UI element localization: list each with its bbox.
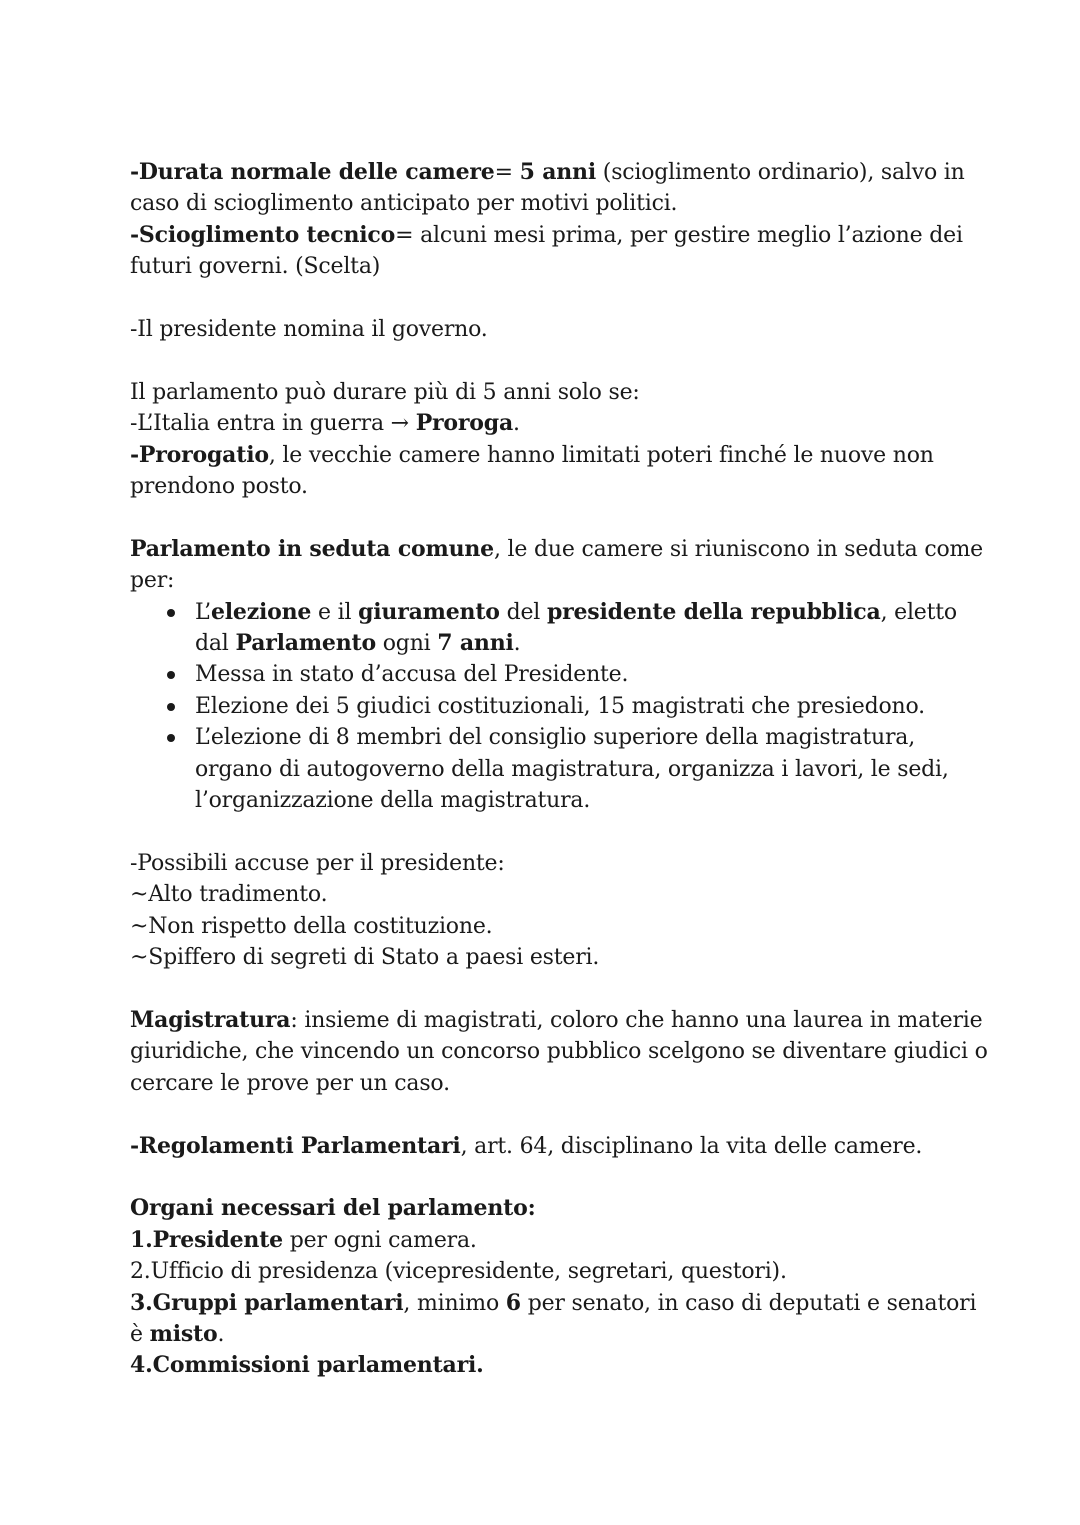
spacer	[130, 283, 990, 314]
organi-item: 1.Presidente per ogni camera.	[130, 1226, 477, 1253]
paragraph-guerra: -L’Italia entra in guerra → Proroga.	[130, 410, 520, 437]
list-item: Messa in stato d’accusa del Presidente.	[195, 659, 990, 690]
spacer	[130, 974, 990, 1005]
paragraph-presidente-governo: -Il presidente nomina il governo.	[130, 317, 488, 343]
paragraph-seduta-comune: Parlamento in seduta comune, le due camere si riuniscono in seduta come per:	[130, 535, 983, 594]
organi-item: 2.Ufficio di presidenza (vicepresidente, segretari, questori).	[130, 1259, 787, 1285]
accuse-item: ~Alto tradimento.	[130, 882, 328, 908]
organi-title: Organi necessari del parlamento:	[130, 1195, 536, 1222]
spacer	[130, 1099, 990, 1130]
paragraph-durata-parlamento: Il parlamento può durare più di 5 anni solo se:	[130, 379, 640, 405]
list-item: Elezione dei 5 giudici costituzionali, 15 magistrati che presiedono.	[195, 691, 990, 722]
accuse-item: ~Spiffero di segreti di Stato a paesi esteri.	[130, 945, 600, 971]
spacer	[130, 502, 990, 533]
spacer	[130, 1162, 990, 1193]
organi-item: 3.Gruppi parlamentari, minimo 6 per senato, in caso di deputati e senatori è misto.	[130, 1289, 977, 1347]
paragraph-durata: -Durata normale delle camere= 5 anni (scioglimento ordinario), salvo in caso di scioglimento anticipato per motivi politici.	[130, 159, 965, 217]
document-page	[130, 157, 990, 1382]
bullet-list	[130, 597, 990, 817]
paragraph-magistratura: Magistratura: insieme di magistrati, coloro che hanno una laurea in materie giuridiche, che vincendo un concorso pubblico scelgono se diventare giudici o cercare le prove per un caso.	[130, 1006, 988, 1096]
paragraph-regolamenti: -Regolamenti Parlamentari, art. 64, disciplinano la vita delle camere.	[130, 1132, 923, 1159]
list-item: L’elezione e il giuramento del presidente della repubblica, eletto dal Parlamento ogni 7 anni.	[195, 597, 990, 660]
paragraph-scioglimento: -Scioglimento tecnico= alcuni mesi prima, per gestire meglio l’azione dei futuri governi. (Scelta)	[130, 221, 963, 280]
spacer	[130, 816, 990, 847]
list-item: L’elezione di 8 membri del consiglio superiore della magistratura, organo di autogoverno della magistratura, organizza i lavori, le sedi, l’organizzazione della magistratura.	[195, 722, 990, 816]
paragraph-prorogatio: -Prorogatio, le vecchie camere hanno limitati poteri finché le nuove non prendono posto.	[130, 441, 934, 500]
organi-item: 4.Commissioni parlamentari.	[130, 1352, 484, 1379]
spacer	[130, 345, 990, 376]
accuse-item: ~Non rispetto della costituzione.	[130, 913, 493, 939]
accuse-title: -Possibili accuse per il presidente:	[130, 850, 505, 876]
